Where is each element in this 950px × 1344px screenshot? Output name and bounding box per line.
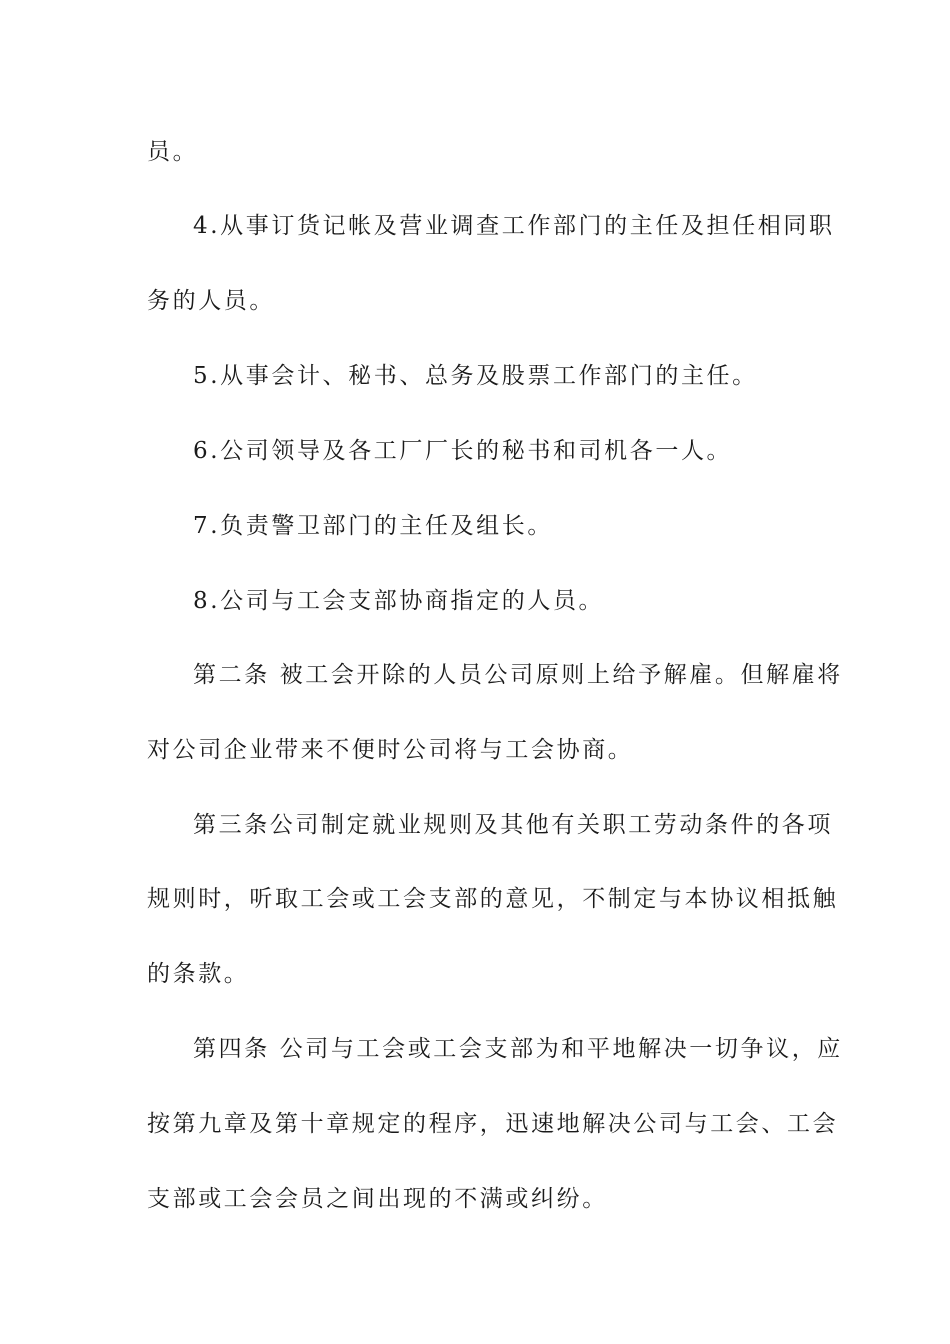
text-line: 5.从事会计、秘书、总务及股票工作部门的主任。: [193, 363, 758, 389]
text-line: 4.从事订货记帐及营业调查工作部门的主任及担任相同职: [193, 213, 835, 239]
text-line: 按第九章及第十章规定的程序，迅速地解决公司与工会、工会: [147, 1111, 839, 1137]
text-line: 第四条 公司与工会或工会支部为和平地解决一切争议，应: [193, 1036, 843, 1062]
text-line: 的条款。: [147, 961, 250, 987]
text-line: 对公司企业带来不便时公司将与工会协商。: [147, 737, 634, 763]
text-line: 6.公司领导及各工厂厂长的秘书和司机各一人。: [193, 438, 733, 464]
text-line: 第二条 被工会开除的人员公司原则上给予解雇。但解雇将: [193, 662, 843, 688]
text-line: 规则时，听取工会或工会支部的意见，不制定与本协议相抵触: [147, 886, 839, 912]
text-line: 8.公司与工会支部协商指定的人员。: [193, 588, 605, 614]
text-line: 员。: [147, 139, 199, 165]
text-line: 务的人员。: [147, 288, 275, 314]
text-line: 7.负责警卫部门的主任及组长。: [193, 513, 553, 539]
text-line: 第三条公司制定就业规则及其他有关职工劳动条件的各项: [193, 812, 833, 838]
text-line: 支部或工会会员之间出现的不满或纠纷。: [147, 1186, 608, 1212]
